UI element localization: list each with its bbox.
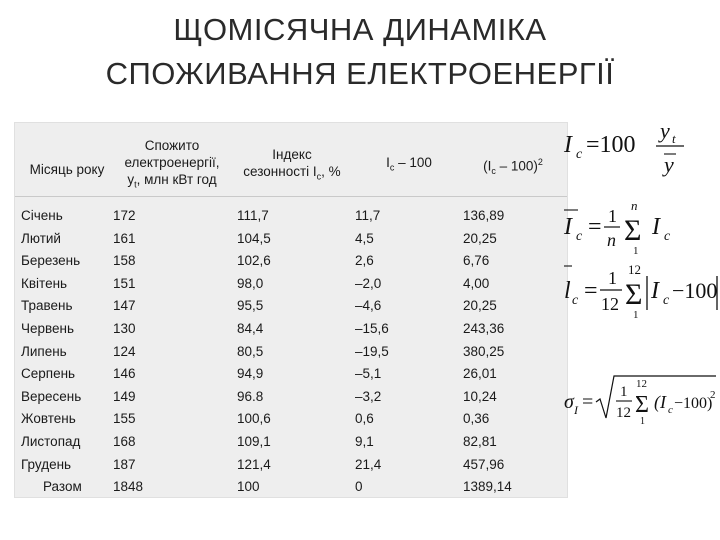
seasonal-index-cell: 84,4 <box>237 320 264 336</box>
column-consumption <box>113 205 143 499</box>
deviation-cell: –5,1 <box>355 366 382 382</box>
f2-lhs-sub: c <box>576 229 583 244</box>
month-cell: Грудень <box>21 456 72 472</box>
f2-frac-num: 1 <box>608 206 617 226</box>
header-consumption-line3 <box>113 171 231 194</box>
data-table <box>14 122 568 498</box>
header-seasonal-index <box>233 146 351 186</box>
header-month <box>19 161 115 178</box>
slide-title <box>0 8 720 96</box>
consumption-cell: 155 <box>113 411 136 427</box>
header-yt-sub: t <box>134 179 137 190</box>
deviation-squared-cell: 6,76 <box>463 253 490 269</box>
header-sq-open: (I <box>483 158 492 174</box>
month-cell: Жовтень <box>21 411 76 427</box>
consumption-cell: 151 <box>113 275 136 291</box>
column-month <box>21 205 82 499</box>
column-deviation-squared <box>463 205 512 499</box>
formula-mean-index <box>563 198 671 257</box>
month-cell: Березень <box>21 253 81 269</box>
f4-term-post: −100) <box>674 395 713 412</box>
seasonal-index-cell: 121,4 <box>237 456 271 472</box>
header-sq-sub: c <box>491 166 496 177</box>
header-index-line1: Індекс <box>272 147 312 162</box>
f3-lhs: l <box>564 278 571 304</box>
f4-term-sub: c <box>668 404 673 416</box>
f4-frac-num: 1 <box>620 384 628 400</box>
f2-lhs: I <box>564 214 572 240</box>
f4-frac-den: 12 <box>616 405 631 421</box>
header-deviation-squared <box>461 154 565 180</box>
deviation-cell: –2,0 <box>355 275 382 291</box>
f4-term: (I <box>654 392 666 412</box>
header-month-label: Місяць року <box>29 162 105 177</box>
deviation-squared-cell: 243,36 <box>463 320 505 336</box>
deviation-cell: 0,6 <box>355 411 374 427</box>
f4-term-sup: 2 <box>710 389 716 401</box>
title-line-2: СПОЖИВАННЯ ЕЛЕКТРОЕНЕРГІЇ <box>105 56 615 91</box>
deviation-cell: –3,2 <box>355 388 382 404</box>
f3-term-post: −100 <box>672 278 718 303</box>
f3-sum-bot: 1 <box>633 309 639 321</box>
deviation-squared-cell-total: 1389,14 <box>463 479 512 495</box>
formula-mean-abs-deviation <box>564 262 717 321</box>
f4-sigma: Σ <box>635 392 649 418</box>
deviation-cell-total: 0 <box>355 479 363 495</box>
month-cell: Липень <box>21 343 67 359</box>
column-deviation <box>355 205 389 499</box>
f1-num: y <box>660 118 670 143</box>
deviation-squared-cell: 380,25 <box>463 343 505 359</box>
consumption-cell: 187 <box>113 456 136 472</box>
month-cell: Листопад <box>21 433 81 449</box>
month-cell: Серпень <box>21 366 76 382</box>
deviation-squared-cell: 4,00 <box>463 275 490 291</box>
f2-sigma: Σ <box>624 214 642 247</box>
deviation-cell: –19,5 <box>355 343 389 359</box>
title-line-1: ЩОМІСЯЧНА ДИНАМІКА <box>173 12 547 47</box>
seasonal-index-cell-total: 100 <box>237 479 260 495</box>
header-consumption-unit: , млн кВт год <box>136 172 217 187</box>
seasonal-index-cell: 80,5 <box>237 343 264 359</box>
consumption-cell: 147 <box>113 298 136 314</box>
f3-frac-num: 1 <box>608 268 617 288</box>
f3-frac-den: 12 <box>601 294 619 314</box>
f3-sigma: Σ <box>625 278 643 311</box>
header-deviation <box>361 154 457 177</box>
f3-lhs-sub: c <box>572 293 579 308</box>
f2-term: I <box>652 214 660 240</box>
seasonal-index-cell: 98,0 <box>237 275 264 291</box>
deviation-cell: 9,1 <box>355 433 374 449</box>
month-cell-total: Разом <box>43 479 82 495</box>
month-cell: Травень <box>21 298 73 314</box>
deviation-cell: –15,6 <box>355 320 389 336</box>
deviation-cell: –4,6 <box>355 298 382 314</box>
header-index-sub: c <box>316 171 322 182</box>
f3-eq: = <box>584 278 598 304</box>
f2-sum-bot: 1 <box>633 245 639 257</box>
deviation-cell: 2,6 <box>355 253 374 269</box>
header-consumption-line1: Спожито <box>144 138 200 153</box>
f2-term-sub: c <box>664 229 671 244</box>
month-cell: Квітень <box>21 275 68 291</box>
header-index-unit: , % <box>321 164 341 179</box>
seasonal-index-cell: 111,7 <box>237 208 269 223</box>
header-index-label: сезонності I <box>243 164 317 179</box>
f1-num-sub: t <box>672 131 676 146</box>
column-seasonal-index <box>237 205 271 499</box>
f4-eq: = <box>582 391 594 413</box>
formulas-svg <box>560 118 720 428</box>
header-divider <box>15 196 567 197</box>
seasonal-index-cell: 94,9 <box>237 366 264 382</box>
month-cell: Січень <box>21 208 63 223</box>
f1-lhs-sub: c <box>576 147 583 162</box>
deviation-squared-cell: 20,25 <box>463 298 497 314</box>
deviation-cell: 4,5 <box>355 230 374 246</box>
deviation-squared-cell: 457,96 <box>463 456 505 472</box>
seasonal-index-cell: 109,1 <box>237 433 271 449</box>
f4-sum-top: 12 <box>636 378 647 390</box>
deviation-squared-cell: 10,24 <box>463 388 497 404</box>
consumption-cell: 146 <box>113 366 136 382</box>
consumption-cell: 149 <box>113 388 136 404</box>
consumption-cell: 124 <box>113 343 136 359</box>
deviation-squared-cell: 26,01 <box>463 366 497 382</box>
header-sq-mid: – 100) <box>495 158 538 174</box>
consumption-cell: 130 <box>113 320 136 336</box>
deviation-cell: 21,4 <box>355 456 382 472</box>
header-deviation-i: I <box>386 155 390 170</box>
deviation-squared-cell: 82,81 <box>463 433 497 449</box>
consumption-cell: 168 <box>113 433 136 449</box>
header-index-line2 <box>233 163 351 186</box>
formula-std-deviation <box>564 376 716 427</box>
f4-sum-bot: 1 <box>640 416 645 427</box>
consumption-cell: 172 <box>113 208 136 223</box>
seasonal-index-cell: 96.8 <box>237 388 264 404</box>
seasonal-index-cell: 102,6 <box>237 253 271 269</box>
f1-eq: =100 <box>586 132 636 158</box>
f1-lhs: I <box>564 132 572 158</box>
seasonal-index-cell: 95,5 <box>237 298 264 314</box>
month-cell: Вересень <box>21 388 82 404</box>
f3-term-sub: c <box>663 293 670 308</box>
seasonal-index-cell: 100,6 <box>237 411 271 427</box>
f4-lhs: σ <box>564 391 574 413</box>
consumption-cell-total: 1848 <box>113 479 144 495</box>
header-yt-symbol: y <box>127 172 135 187</box>
f1-den: y <box>664 152 674 177</box>
deviation-squared-cell: 136,89 <box>463 208 505 223</box>
month-cell: Червень <box>21 320 75 336</box>
header-consumption <box>113 137 231 194</box>
consumption-cell: 161 <box>113 230 136 246</box>
f3-term: I <box>651 278 659 304</box>
header-deviation-rest: – 100 <box>394 155 432 170</box>
seasonal-index-cell: 104,5 <box>237 230 271 246</box>
deviation-cell: 11,7 <box>355 208 381 223</box>
month-cell: Лютий <box>21 230 61 246</box>
header-sq-sup: 2 <box>537 157 543 167</box>
f2-sum-top: n <box>631 198 638 213</box>
deviation-squared-cell: 20,25 <box>463 230 497 246</box>
header-deviation-sub: c <box>389 162 395 173</box>
formula-seasonal-index <box>563 118 684 177</box>
formulas-panel <box>560 118 720 428</box>
f2-eq: = <box>588 214 602 240</box>
header-consumption-line2: електроенергії, <box>124 155 220 170</box>
consumption-cell: 158 <box>113 253 136 269</box>
deviation-squared-cell: 0,36 <box>463 411 490 427</box>
f3-sum-top: 12 <box>628 262 641 277</box>
f4-lhs-sub: I <box>574 403 578 417</box>
f2-frac-den: n <box>607 230 616 250</box>
